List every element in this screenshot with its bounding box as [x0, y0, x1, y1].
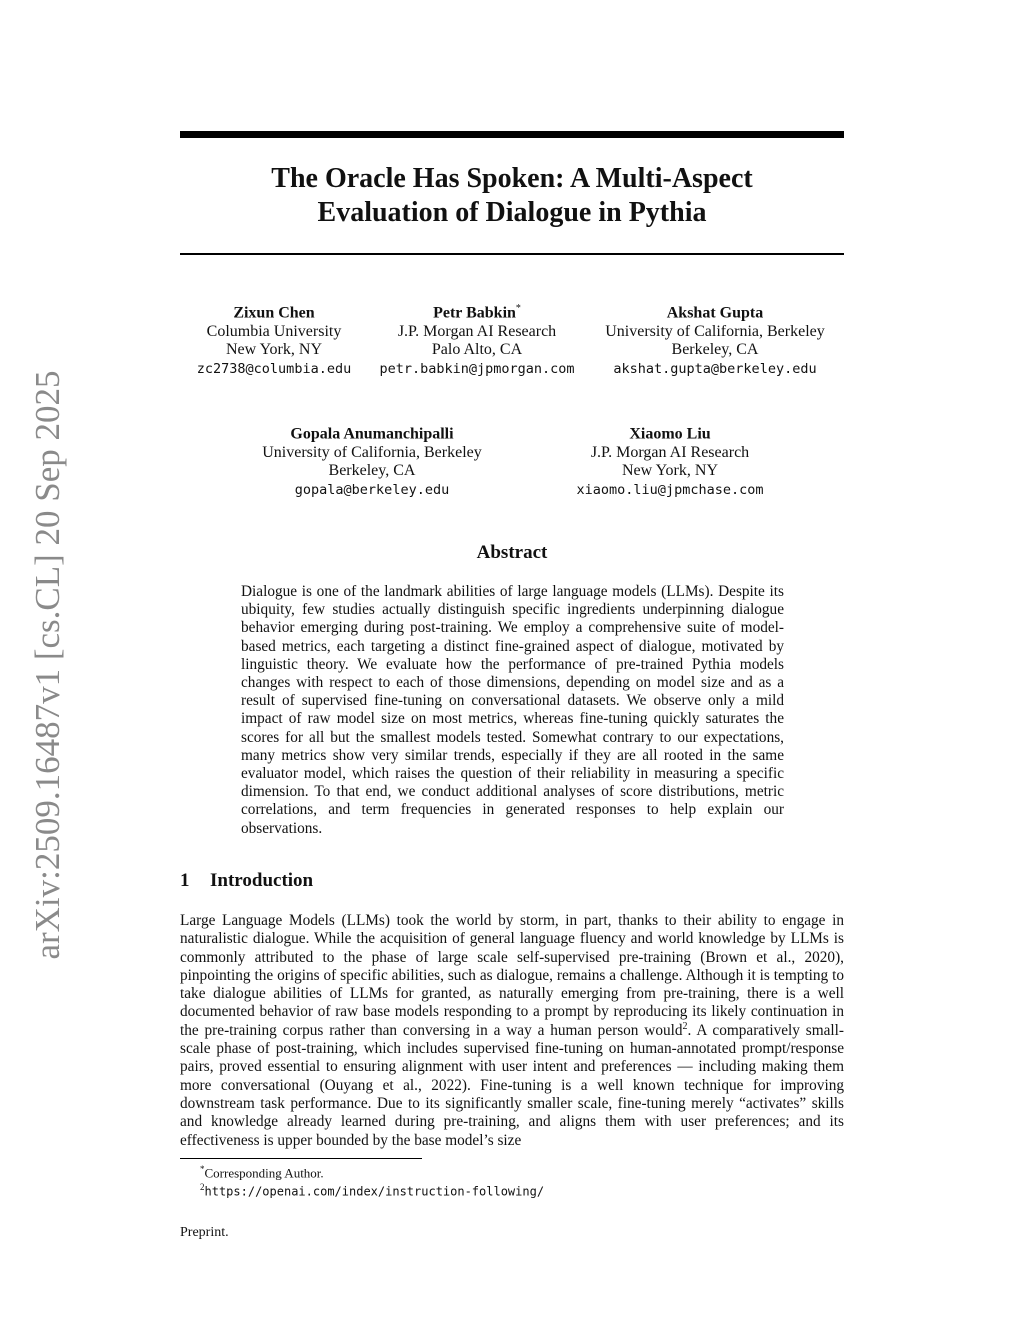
- author-affiliation: Columbia University: [206, 322, 342, 340]
- author-email[interactable]: petr.babkin@jpmorgan.com: [379, 360, 575, 377]
- author-affiliation: J.P. Morgan AI Research: [590, 443, 750, 461]
- section-heading: [180, 870, 313, 892]
- corresponding-author-mark: *: [515, 303, 521, 314]
- author-block: [262, 421, 482, 499]
- author-location: Palo Alto, CA: [431, 341, 523, 359]
- intro-text-part1: Large Language Models (LLMs) took the world by storm, in part, thanks to their ability to engage in naturalistic dialogue. While the acquisition of general language fluency and world knowledge by LLMs is commonly attributed to the phase of large scale self-supervised pre-training (Brown et al., 2020), pinpointing the origins of specific abilities, such as dialogue, remains a challenge. Although it is tempting to take dialogue abilities of LLMs for granted, as naturally emerging from pre-training, there is a well documented behavior of raw base models responding to a prompt by reproducing its likely continuation in the pre-training corpus rather than conversing in a way a human person would: [180, 912, 844, 1039]
- abstract-heading: Abstract: [476, 542, 548, 563]
- author-affiliation: J.P. Morgan AI Research: [397, 322, 557, 340]
- footnote-mark: 2: [200, 1182, 205, 1192]
- introduction-paragraph: [180, 912, 844, 1150]
- author-affiliation: University of California, Berkeley: [262, 443, 482, 461]
- footer-preprint: Preprint.: [180, 1225, 229, 1240]
- author-location: Berkeley, CA: [671, 341, 759, 359]
- author-block: [379, 300, 574, 378]
- author-location: New York, NY: [621, 462, 718, 480]
- footnote-text: Corresponding Author.: [204, 1165, 324, 1181]
- author-block: [197, 300, 351, 378]
- author-block: [577, 421, 764, 499]
- author-name: Akshat Gupta: [666, 304, 764, 322]
- author-email[interactable]: xiaomo.liu@jpmchase.com: [576, 481, 764, 498]
- paper-title: [180, 162, 844, 230]
- author-email[interactable]: zc2738@columbia.edu: [196, 360, 352, 377]
- title-line-2: Evaluation of Dialogue in Pythia: [317, 197, 707, 228]
- author-name: Petr Babkin*: [433, 303, 521, 322]
- section-title: Introduction: [210, 870, 314, 891]
- section-number: 1: [180, 870, 190, 891]
- author-location: Berkeley, CA: [328, 462, 416, 480]
- author-affiliation: University of California, Berkeley: [605, 322, 825, 340]
- footnote-mark: *: [200, 1164, 205, 1174]
- footnote-rule: [180, 1158, 422, 1159]
- author-location: New York, NY: [225, 341, 322, 359]
- author-name: Zixun Chen: [233, 304, 315, 322]
- author-name: Gopala Anumanchipalli: [290, 425, 454, 443]
- author-name: Xiaomo Liu: [629, 425, 711, 443]
- title-rule-top: [180, 131, 844, 138]
- author-email[interactable]: akshat.gupta@berkeley.edu: [613, 360, 817, 377]
- abstract-text: Dialogue is one of the landmark abilities of large language models (LLMs). Despite its ubiquity, few studies actually distinguish specific ingredients underpinning dialogue behavior emerging during post-training. We employ a comprehensive suite of model-based metrics, each targeting a distinct fine-grained aspect of dialogue, motivated by linguistic theory. We evaluate how the performance of pre-trained Pythia models changes with respect to each of those dimensions, depending on model size and as a result of supervised fine-tuning on conversational datasets. We observe only a mild impact of raw model size on most metrics, whereas fine-tuning quickly saturates the scores for all but the smallest models tested. Somewhat contrary to our expectations, many metrics show very similar trends, especially if they are all rooted in the same evaluator model, which raises the question of their reliability in measuring a specific dimension. To that end, we conduct additional analyses of score distributions, metric correlations, and term frequencies in generated responses to help explain our observations.: [241, 583, 784, 837]
- footnote-2: [200, 1179, 544, 1199]
- title-line-1: The Oracle Has Spoken: A Multi-Aspect: [271, 163, 753, 194]
- author-email[interactable]: gopala@berkeley.edu: [294, 481, 450, 498]
- author-block: [605, 300, 825, 378]
- arxiv-stamp: arXiv:2509.16487v1 [cs.CL] 20 Sep 2025: [28, 370, 67, 960]
- footnote-url-link[interactable]: https://openai.com/index/instruction-following/: [204, 1184, 545, 1199]
- intro-text-part2: . A comparatively small-scale phase of post-training, which includes supervised fine-tuning on human-annotated prompt/response pairs, proved essential to ensuring alignment with user intent and preferences — including making them more conversational (Ouyang et al., 2022). Fine-tuning is a well known technique for improving downstream task performance. Due to its significantly smaller scale, fine-tuning merely “activates” skills and knowledge already learned during pre-training, and aligns them with user preferences; and its effectiveness is upper bounded by the base model’s size: [180, 1021, 844, 1149]
- title-rule-bottom: [180, 253, 844, 255]
- footnote-ref[interactable]: 2: [682, 1020, 688, 1032]
